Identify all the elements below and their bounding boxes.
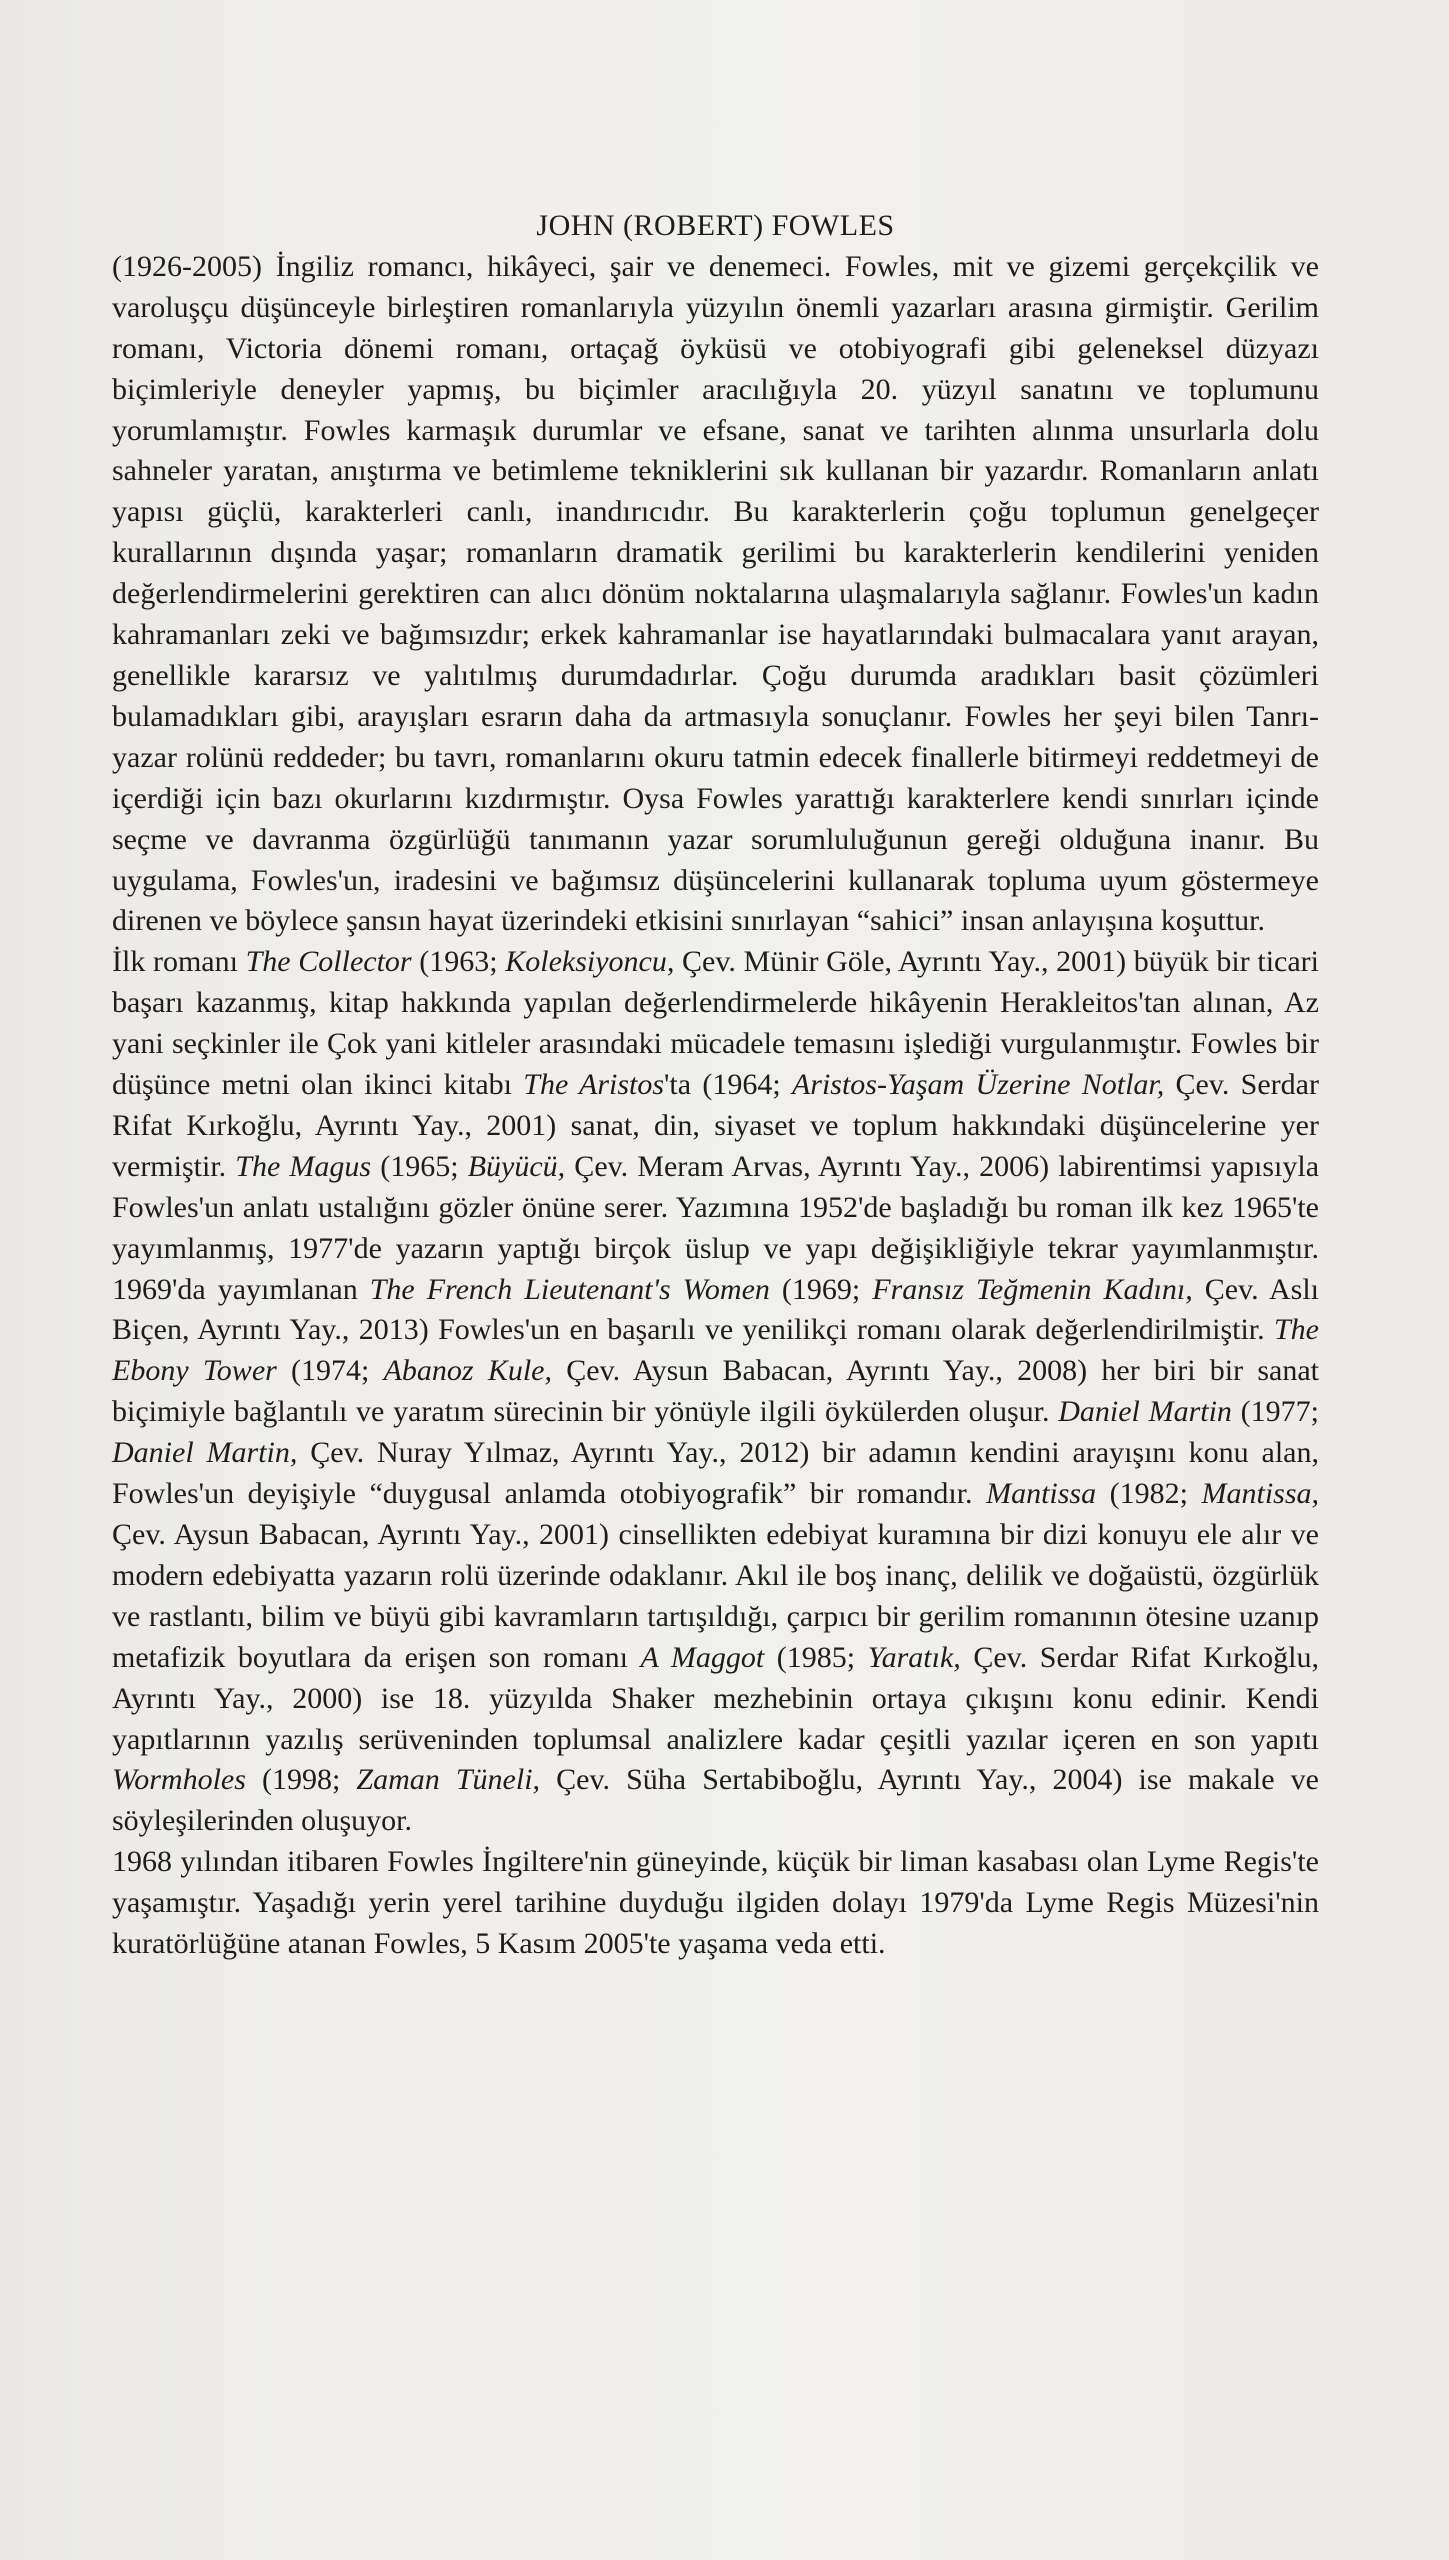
text-run: (1974; — [276, 1354, 384, 1388]
text-run: Çev. Serdar Rifat Kırkoğlu, Ayrıntı Yay., 2000) ise 18. yüzyılda Shaker mezhebinin ortaya çıkışını konu edinir. Kendi yapıtlarının yazılış serüveninden toplumsal analizlere kadar çeşitli yazılar içeren en son yapıtı — [112, 1640, 1319, 1756]
italic-title-run: Yaratık, — [867, 1640, 961, 1674]
italic-title-run: Wormholes — [112, 1763, 246, 1797]
italic-title-run: Aristos-Yaşam Üzerine Notlar, — [791, 1068, 1165, 1102]
italic-title-run: A Maggot — [640, 1640, 765, 1674]
page-title: JOHN (ROBERT) FOWLES — [536, 209, 895, 242]
text-run: (1998; — [245, 1763, 357, 1797]
italic-title-run: The Collector — [245, 945, 412, 979]
text-run: (1969; — [769, 1272, 873, 1306]
text-block — [112, 206, 1319, 1965]
paragraph-later-life — [112, 1842, 1319, 1965]
text-run: (1963; — [411, 945, 506, 979]
text-run: (1985; — [764, 1640, 868, 1674]
text-run: (1982; — [1096, 1477, 1202, 1511]
paragraph-biography — [112, 247, 1319, 942]
italic-title-run: Koleksiyoncu, — [505, 945, 675, 979]
text-run: (1977; — [1231, 1395, 1319, 1429]
text-run: Çev. Meram Arvas, Ayrıntı Yay., 2006) labirentimsi yapısıyla Fowles'un anlatı ustalığını gözler önüne serer. Yazımına 1952'de başladığı bu roman ilk kez 1965'te yayımlanmış, 1977'de yazarın yaptığı birçok üslup ve yapı değişikliğiyle tekrar yayımlanmıştır. 1969'da yayımlanan — [112, 1149, 1320, 1306]
italic-title-run: The Ebony Tower — [112, 1313, 1319, 1388]
text-run: (1926-2005) İngiliz romancı, hikâyeci, şair ve denemeci. Fowles, mit ve gizemi gerçekçilik ve varoluşçu düşünceyle birleştiren romanlarıyla yüzyılın önemli yazarları arasına girmiştir. Gerilim romanı, Victoria dönemi romanı, ortaçağ öyküsü ve otobiyografi gibi geleneksel düzyazı biçimleriyle deneyler yapmış, bu biçimler aracılığıyla 20. yüzyıl sanatını ve toplumunu yorumlamıştır. Fowles karmaşık durumlar ve efsane, sanat ve tarihten alınma unsurlarla dolu sahneler yaratan, anıştırma ve betimleme tekniklerini sık kullanan bir yazardır. Romanların anlatı yapısı güçlü, karakterleri canlı, inandırıcıdır. Bu karakterlerin çoğu toplumun genelgeçer kurallarının dışında yaşar; romanların dramatik gerilimi bu karakterlerin kendilerini yeniden değerlendirmelerini gerektiren can alıcı dönüm noktalarına ulaşmalarıyla sağlanır. Fowles'un kadın kahramanları zeki ve bağımsızdır; erkek kahramanlar ise hayatlarındaki bulmacalara yanıt arayan, genellikle kararsız ve yalıtılmış durumdadırlar. Çoğu durumda aradıkları basit çözümleri bulamadıkları gibi, arayışları esrarın daha da artmasıyla sonuçlanır. Fowles her şeyi bilen Tanrı-yazar rolünü reddeder; bu tavrı, romanlarını okuru tatmin edecek finallerle bitirmeyi reddetmeyi de içerdiği için bazı okurlarını kızdırmıştır. Oysa Fowles yarattığı karakterlere kendi sınırları içinde seçme ve davranma özgürlüğü tanımanın yazar sorumluluğunun gereği olduğuna inanır. Bu uygulama, Fowles'un, iradesini ve bağımsız düşüncelerini kullanarak topluma uyum göstermeye direnen ve böylece şansın hayat üzerindeki etkisini sınırlayan “sahici” insan anlayışına koşuttur. — [112, 249, 1319, 938]
text-run: İlk romanı — [112, 945, 246, 979]
italic-title-run: Zaman Tüneli, — [356, 1763, 541, 1797]
italic-title-run: The French Lieutenant's Women — [369, 1272, 770, 1306]
text-run: (1965; — [371, 1149, 468, 1183]
italic-title-run: The Magus — [235, 1149, 372, 1183]
italic-title-run: Mantissa, — [1201, 1477, 1320, 1511]
italic-title-run: Daniel Martin — [1058, 1395, 1232, 1429]
text-run: 'ta (1964; — [664, 1068, 792, 1102]
text-run: Çev. Aysun Babacan, Ayrıntı Yay., 2008) her biri bir sanat biçimiyle bağlantılı ve yaratım sürecinin bir yönüyle ilgili öykülerden oluşur. — [112, 1354, 1320, 1429]
text-run: Çev. Nuray Yılmaz, Ayrıntı Yay., 2012) bir adamın kendini arayışını konu alan, Fowles'un deyişiyle “duygusal anlamda otobiyografik” bir romandır. — [112, 1436, 1319, 1511]
italic-title-run: The Aristos — [523, 1068, 665, 1102]
italic-title-run: Daniel Martin, — [112, 1436, 298, 1470]
text-run: Çev. Münir Göle, Ayrıntı Yay., 2001) büyük bir ticari başarı kazanmış, kitap hakkında yapılan değerlendirmelerde hikâyenin Herakleitos'tan alınan, Az yani seçkinler ile Çok yani kitleler arasındaki mücadele temasını işlediği vurgulanmıştır. Fowles bir düşünce metni olan ikinci kitabı — [112, 945, 1319, 1102]
italic-title-run: Mantissa — [986, 1477, 1097, 1511]
paragraph-works — [112, 942, 1319, 1842]
text-run: Çev. Serdar Rifat Kırkoğlu, Ayrıntı Yay., 2001) sanat, din, siyaset ve toplum hakkındaki düşüncelerine yer vermiştir. — [112, 1068, 1319, 1183]
text-run: Çev. Aslı Biçen, Ayrıntı Yay., 2013) Fowles'un en başarılı ve yenilikçi romanı olarak değerlendirilmiştir. — [112, 1272, 1319, 1347]
italic-title-run: Abanoz Kule, — [383, 1354, 553, 1388]
text-run: Çev. Aysun Babacan, Ayrıntı Yay., 2001) cinsellikten edebiyat kuramına bir dizi konuyu ele alır ve modern edebiyatta yazarın rolü üzerinde odaklanır. Akıl ile boş inanç, delilik ve doğaüstü, özgürlük ve rastlantı, bilim ve büyü gibi kavramların tartışıldığı, çarpıcı bir gerilim romanının ötesine uzanıp metafizik boyutlara da erişen son romanı — [112, 1518, 1319, 1674]
italic-title-run: Fransız Teğmenin Kadını, — [872, 1272, 1193, 1306]
text-run: Çev. Süha Sertabiboğlu, Ayrıntı Yay., 2004) ise makale ve söyleşilerinden oluşuyor. — [112, 1763, 1319, 1838]
italic-title-run: Büyücü, — [467, 1149, 566, 1183]
text-run: 1968 yılından itibaren Fowles İngiltere'nin güneyinde, küçük bir liman kasabası olan Lyme Regis'te yaşamıştır. Yaşadığı yerin yerel tarihine duyduğu ilgiden dolayı 1979'da Lyme Regis Müzesi'nin kuratörlüğüne atanan Fowles, 5 Kasım 2005'te yaşama veda etti. — [112, 1845, 1319, 1961]
